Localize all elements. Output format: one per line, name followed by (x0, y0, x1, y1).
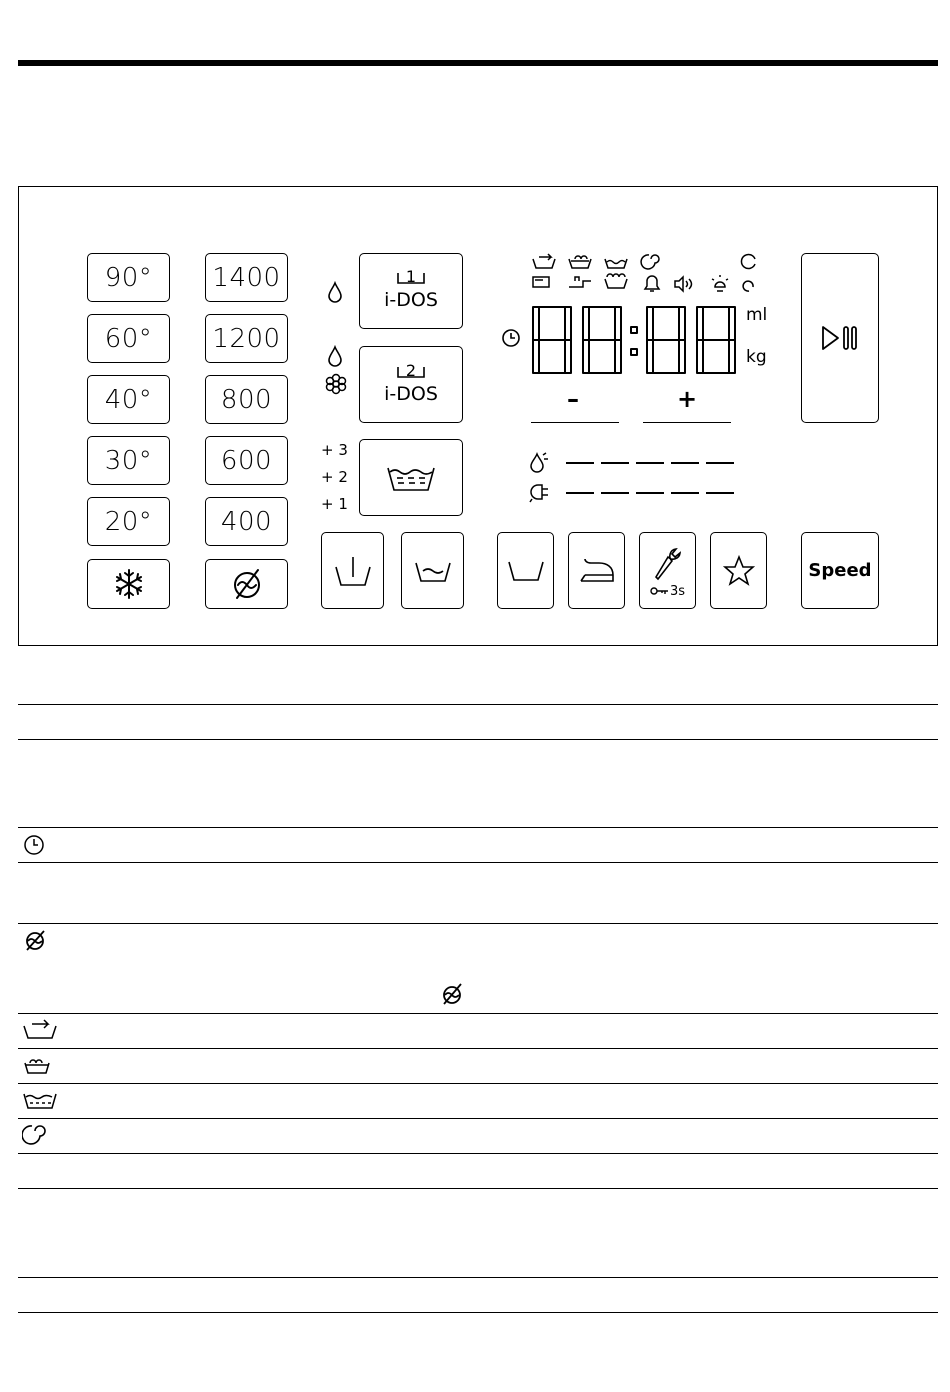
idos-2-button[interactable] (359, 346, 463, 423)
soak-icon (569, 256, 591, 268)
table-rule (18, 704, 938, 705)
no-spin-button[interactable] (205, 559, 288, 609)
no-spin-icon (22, 928, 50, 952)
table-rule (18, 862, 938, 863)
minus-button[interactable]: – (567, 385, 579, 413)
no-spin-icon (229, 566, 265, 602)
cold-button[interactable] (87, 559, 170, 609)
timer-icon (500, 327, 522, 349)
table-rule (18, 1083, 938, 1084)
spin-button-3[interactable] (205, 375, 288, 424)
wrench-icon (650, 543, 686, 583)
spin-label: 400 (220, 506, 273, 537)
temp-label: 90° (104, 262, 153, 293)
tray-icon (396, 360, 426, 381)
unit-ml: ml (746, 305, 768, 325)
spin-button-1[interactable] (205, 253, 288, 302)
lock-icon (741, 255, 755, 269)
spin-rinse-icon (533, 254, 555, 268)
temp-label: 40° (104, 384, 153, 415)
table-rule (18, 739, 938, 740)
idos-label: i-DOS (384, 382, 438, 405)
header-rule (18, 60, 938, 66)
wash-icon (22, 1090, 58, 1110)
start-pause-button[interactable] (801, 253, 879, 423)
timer-icon (22, 834, 46, 856)
drop-icon (326, 281, 344, 303)
table-rule (18, 1118, 938, 1119)
spin-button-2[interactable] (205, 314, 288, 363)
tub-water-icon (413, 557, 453, 585)
rinse-plus-button[interactable] (359, 439, 463, 516)
speed-label: Speed (808, 560, 872, 581)
lock-duration-label: 3s (669, 583, 686, 599)
iron-icon (577, 555, 617, 587)
easy-iron-button[interactable] (568, 532, 625, 609)
energy-consumption-icon (528, 481, 554, 503)
temp-label: 20° (104, 506, 153, 537)
idos-1-button[interactable] (359, 253, 463, 329)
spin-button-4[interactable] (205, 436, 288, 485)
bell-icon (645, 276, 659, 291)
flower-icon (325, 373, 347, 395)
sound-icon (675, 277, 692, 291)
drop-icon (326, 345, 344, 367)
spin-label: 1200 (212, 323, 281, 354)
idos-number: 1 (405, 267, 417, 286)
table-rule (18, 923, 938, 924)
rinse-level-1: + 1 (321, 495, 348, 513)
temp-button-5[interactable] (87, 497, 170, 546)
table-rule (18, 1312, 938, 1313)
speed-button[interactable] (801, 532, 879, 609)
rinse-level-3: + 3 (321, 441, 348, 459)
remote-icon (743, 281, 753, 291)
start-pause-icon (820, 324, 860, 352)
table-rule (18, 1048, 938, 1049)
idos-number: 2 (405, 360, 417, 380)
water-plus-button[interactable] (401, 532, 464, 609)
water-bars (566, 461, 734, 465)
snowflake-icon (112, 567, 146, 601)
display-digits-text (529, 303, 532, 304)
temp-button-1[interactable] (87, 253, 170, 302)
foam-icon (605, 274, 627, 288)
soak-icon (22, 1053, 52, 1075)
tray-icon (396, 267, 426, 287)
plus-button[interactable]: + (677, 385, 698, 413)
temp-label: 30° (104, 445, 153, 476)
no-spin-icon (439, 981, 467, 1007)
minus-underline (531, 422, 619, 423)
wash-icon (605, 259, 627, 268)
temp-button-4[interactable] (87, 436, 170, 485)
rinse-level-2: + 2 (321, 468, 348, 486)
light-icon (712, 275, 728, 291)
key-icon (650, 586, 670, 596)
spin-label: 600 (220, 445, 273, 476)
temp-button-3[interactable] (87, 375, 170, 424)
temp-button-2[interactable] (87, 314, 170, 363)
table-rule (18, 1153, 938, 1154)
favourite-button[interactable] (710, 532, 767, 609)
service-lock-button[interactable] (639, 532, 696, 609)
table-rule (18, 827, 938, 828)
spin-button-5[interactable] (205, 497, 288, 546)
spin-rinse-icon (22, 1018, 58, 1040)
spin-label: 1400 (212, 262, 281, 293)
unit-kg: kg (746, 347, 767, 367)
tap-icon (569, 277, 591, 287)
prewash-tub-icon (333, 553, 373, 589)
child-lock-indicator (650, 584, 685, 599)
table-rule (18, 1013, 938, 1014)
energy-bars (566, 491, 734, 495)
table-rule (18, 1277, 938, 1278)
wash-tub-icon (385, 462, 437, 494)
status-icons-row (531, 247, 761, 299)
spin-icon (641, 255, 659, 269)
tub-icon (506, 558, 546, 584)
prewash-button[interactable] (321, 532, 384, 609)
idos-label: i-DOS (384, 289, 438, 311)
spin-label: 800 (220, 384, 273, 415)
water-consumption-icon (528, 451, 550, 473)
control-panel-diagram (18, 186, 938, 646)
digit-display (529, 303, 743, 377)
detergent-icon (533, 277, 549, 287)
star-icon (722, 554, 756, 588)
spin-icon (22, 1123, 48, 1147)
temp-label: 60° (104, 323, 153, 354)
easy-iron-tub-button[interactable] (497, 532, 554, 609)
table-rule (18, 1188, 938, 1189)
plus-underline (643, 422, 731, 423)
